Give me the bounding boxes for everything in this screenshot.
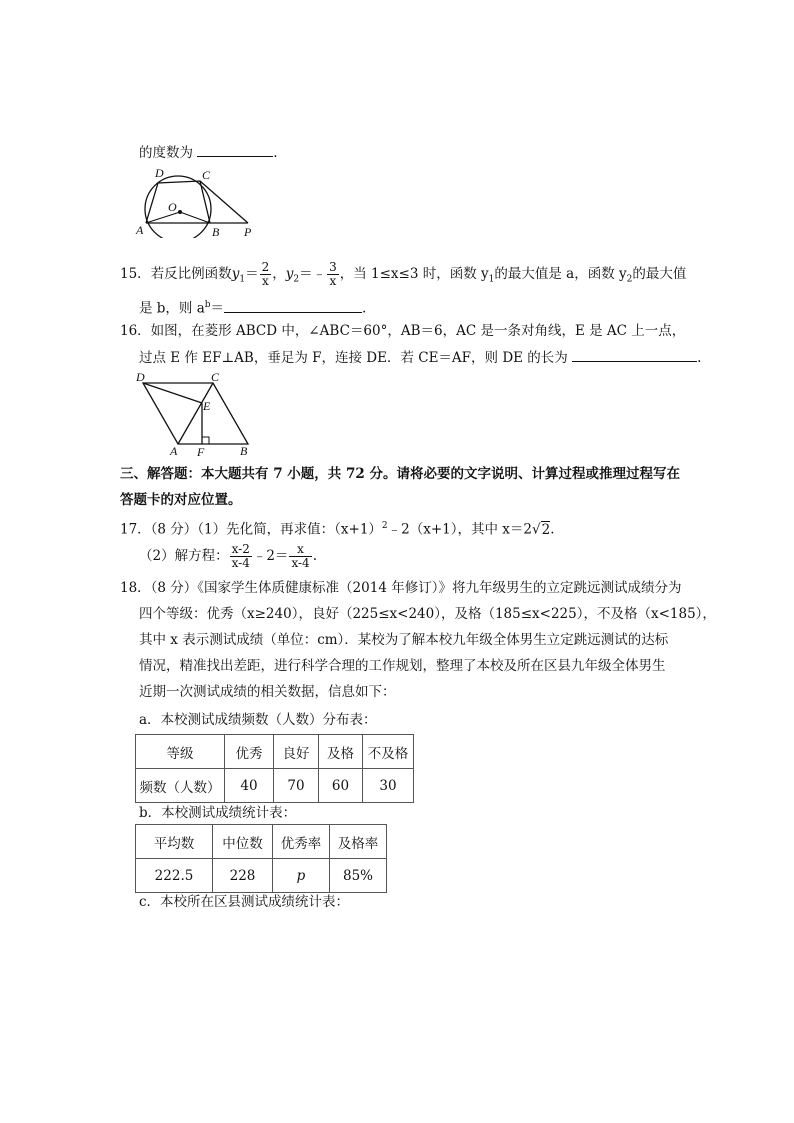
fraction-x-2-over-x-4: [230, 543, 252, 570]
q15-line2-end: .: [362, 300, 367, 317]
q18-c-label: c．本校所在区县测试成绩统计表：: [139, 894, 350, 910]
q18-line2: 四个等级：优秀（x≥240），良好（225≤x<240），及格（185≤x<225），不及格（x<185），: [139, 606, 716, 622]
q15-line2: [139, 295, 366, 319]
q17-line2-pre: （2）解方程：: [139, 548, 229, 564]
q17-line1-mid: ﹣2（x+1），其中 x＝2: [387, 521, 533, 538]
q15-mid2: 的最大值是 a，函数 y: [494, 266, 627, 282]
sqrt-symbol: √: [532, 521, 541, 538]
table-header-cell: 及格: [319, 735, 363, 769]
label-e: E: [203, 399, 211, 413]
table-header-cell: 优秀: [225, 735, 274, 769]
label-d: D: [155, 166, 164, 180]
q18-line1: 18．（8 分）《国家学生体质健康标准（2014 年修订）》将九年级男生的立定跳远测试成绩分为: [120, 580, 682, 596]
q17-line2-end: .: [312, 548, 317, 564]
q15-eq2: ＝﹣: [299, 266, 327, 282]
table-header-cell: 中位数: [213, 825, 273, 859]
label-c: C: [211, 370, 220, 384]
table-cell: 222.5: [136, 859, 213, 893]
table-cell: 60: [319, 769, 363, 803]
fraction-3-over-x: [327, 261, 339, 288]
q15-line1: [120, 258, 686, 290]
frac-num: 2: [261, 260, 270, 274]
table-header-cell: 良好: [274, 735, 319, 769]
q15-mid-sub: 1: [488, 274, 495, 285]
segment-de: [143, 383, 202, 403]
label-a: A: [170, 444, 178, 457]
q15-y1: y: [231, 266, 240, 282]
label-p: P: [244, 225, 252, 238]
q14-tail-line: 的度数为 .: [139, 142, 278, 163]
q17-line2-mid: ﹣2＝: [252, 548, 289, 564]
q17-line1-pre: 17．（8 分）（1）先化简，再求值：（x+1）: [120, 521, 382, 538]
q16-end: .: [697, 350, 702, 366]
rhombus-figure: [132, 369, 257, 457]
q16-answer-blank[interactable]: [572, 347, 697, 362]
frac-num: x: [289, 543, 311, 557]
table-cell: 228: [213, 859, 273, 893]
circle-figure: [132, 166, 260, 238]
q18-line5: 近期一次测试成绩的相关数据，信息如下：: [139, 684, 396, 700]
q15-line2-pre: 是 b，则 a: [139, 300, 205, 317]
table-cell: 70: [274, 769, 319, 803]
q15-line2-eq: ＝: [210, 300, 225, 317]
q17-line2: [139, 540, 317, 572]
q15-mid2-sub: 2: [626, 274, 633, 285]
q15-y2-sub: 2: [293, 274, 300, 285]
q15-number: 15．: [120, 266, 151, 282]
label-b: B: [212, 225, 220, 238]
table-header-cell: 等级: [136, 735, 225, 769]
line-cp: [200, 181, 248, 223]
q15-mid: ，当 1≤x≤3 时，函数 y: [339, 266, 489, 282]
frac-den: x-4: [291, 556, 310, 570]
frequency-table: [135, 734, 414, 803]
table-cell: p: [273, 859, 330, 893]
q18-b-label: b．本校测试成绩统计表：: [139, 805, 297, 821]
q17-line1-end: .: [550, 521, 555, 538]
q15-answer-blank[interactable]: [224, 298, 362, 313]
section-3-line1: 三、解答题：本大题共有 7 小题，共 72 分。请将必要的文字说明、计算过程或推理过程写在: [120, 466, 680, 482]
fraction-2-over-x: [260, 261, 272, 288]
label-b: B: [240, 444, 248, 457]
q16-line2-text: 过点 E 作 EF⊥AB，垂足为 F，连接 DE．若 CE＝AF，则 DE 的长为: [139, 350, 568, 366]
q15-mid3: 的最大值: [632, 266, 687, 282]
q16-line2: [139, 347, 701, 368]
q15-y1-sub: 1: [239, 274, 246, 285]
q17-line1: [120, 516, 555, 540]
q15-pre: 若反比例函数: [150, 266, 232, 282]
quadrilateral-abcd: [146, 181, 210, 223]
table-cell: 30: [363, 769, 414, 803]
frac-den: x: [261, 274, 269, 288]
table-row: [136, 859, 387, 893]
table-row: [136, 825, 387, 859]
statistics-table: [135, 824, 387, 893]
sqrt-radicand: 2: [541, 521, 551, 538]
line-ob: [180, 212, 210, 223]
q16-line1: 16．如图，在菱形 ABCD 中，∠ABC＝60°，AB＝6，AC 是一条对角线，E 是 AC 上一点，: [120, 323, 686, 339]
right-angle-mark: [202, 437, 209, 444]
table-header-cell: 优秀率: [273, 825, 330, 859]
table-header-cell: 及格率: [330, 825, 387, 859]
q15-eq1: ＝: [245, 266, 259, 282]
q15-sep: ，: [272, 266, 286, 282]
label-c: C: [202, 168, 211, 182]
table-header-cell: 不及格: [363, 735, 414, 769]
diagonal-ac: [178, 383, 213, 444]
frac-den: x-4: [231, 556, 250, 570]
q15-sup: b: [204, 300, 211, 310]
label-a: A: [136, 223, 144, 237]
table-cell: 85%: [330, 859, 387, 893]
q15-y2: y: [285, 266, 294, 282]
table-cell: 40: [225, 769, 274, 803]
label-o: O: [168, 200, 177, 214]
q18-a-label: a．本校测试成绩频数（人数）分布表：: [139, 712, 377, 728]
fraction-x-over-x-4: [289, 543, 311, 570]
table-cell: 频数（人数）: [136, 769, 225, 803]
q18-line4: 情况，精准找出差距，进行科学合理的工作规划，整理了本校及所在区县九年级全体男生: [139, 658, 666, 674]
section-3-line2: 答题卡的对应位置。: [120, 492, 242, 508]
label-d: D: [136, 370, 145, 384]
q14-tail-text: 的度数为: [139, 145, 193, 161]
table-row: [136, 769, 414, 803]
label-f: F: [197, 445, 205, 457]
center-point: [178, 210, 182, 214]
frac-num: x-2: [231, 542, 250, 556]
q17-sup: 2: [381, 521, 388, 531]
table-row: [136, 735, 414, 769]
q18-line3: 其中 x 表示测试成绩（单位：cm）．某校为了解本校九年级全体男生立定跳远测试的达标: [139, 632, 669, 648]
frac-num: 3: [329, 260, 337, 274]
frac-den: x: [329, 274, 337, 288]
q14-answer-blank[interactable]: [197, 142, 273, 157]
table-header-cell: 平均数: [136, 825, 213, 859]
